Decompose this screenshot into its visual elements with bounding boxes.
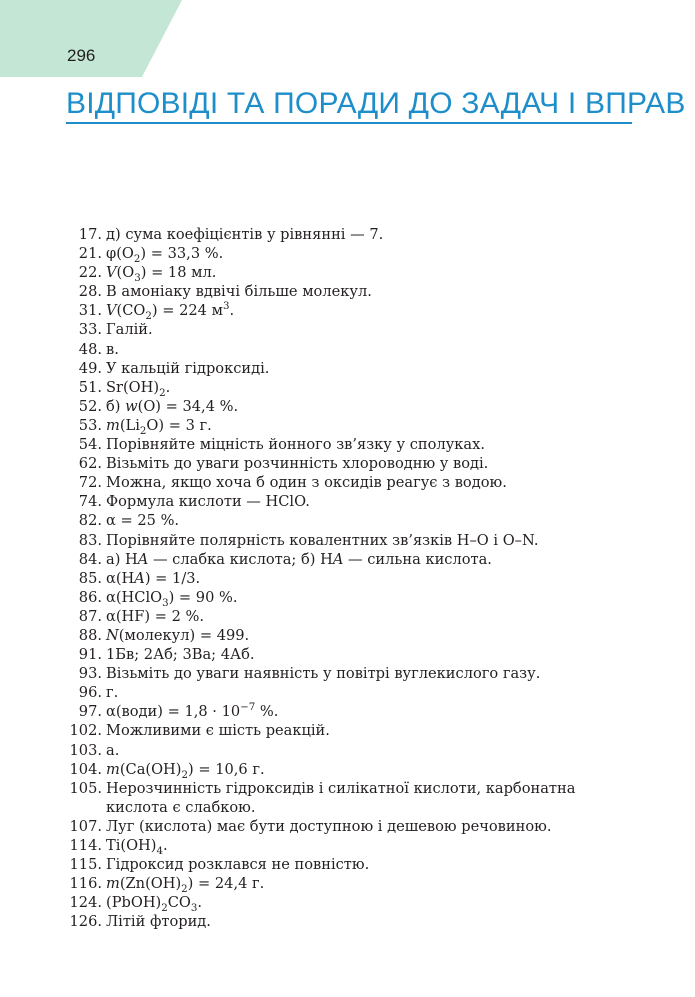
- answer-item: [66, 855, 646, 874]
- answer-item: [66, 779, 646, 817]
- answers-list: [66, 225, 646, 931]
- answer-item: [66, 531, 646, 550]
- answer-text: в.: [106, 340, 119, 358]
- answer-text: Візьміть до уваги розчинність хлороводню у воді.: [106, 455, 489, 473]
- answer-item: [66, 836, 646, 855]
- answer-number: 102.: [69, 722, 102, 740]
- answer-item: [66, 435, 646, 454]
- answer-item: [66, 588, 646, 607]
- answer-number: 52.: [78, 397, 102, 415]
- answer-text: г.: [106, 684, 119, 702]
- answer-text: $\varphi(O_2) = 33,3$ %.: [106, 245, 224, 265]
- answer-number: 103.: [69, 741, 102, 759]
- answer-text: α(HClO$_3$) = 90 %.: [106, 588, 238, 609]
- answer-item: [66, 626, 646, 645]
- answer-item: [66, 683, 646, 702]
- answer-text: $Sr(OH)_2$.: [106, 378, 171, 399]
- answer-number: 87.: [78, 607, 102, 625]
- answer-number: 84.: [78, 550, 102, 568]
- answer-number: 17.: [78, 226, 102, 243]
- answer-number: 85.: [78, 569, 102, 587]
- answer-number: 82.: [78, 512, 102, 530]
- answer-item: [66, 340, 646, 359]
- answer-text: Нерозчинність гідроксидів і силікатної кислоти, карбонатна кислота є слабкою.: [106, 779, 576, 816]
- answer-text: Можна, якщо хоча б один з оксидів реагує з водою.: [106, 474, 507, 492]
- answer-item: [66, 569, 646, 588]
- answer-number: 107.: [69, 817, 102, 835]
- answer-number: 116.: [69, 875, 102, 893]
- answer-item: [66, 320, 646, 339]
- answer-text: Порівняйте міцність йонного зв’язку у сполуках.: [106, 436, 485, 454]
- title-divider: [66, 122, 632, 124]
- answer-text: а.: [106, 741, 120, 759]
- answer-number: 88.: [78, 626, 102, 644]
- answer-text: Формула кислоти — HClO.: [106, 493, 310, 511]
- answer-text: α(води) = $1,8 \cdot 10^{-7}$ %.: [106, 702, 279, 721]
- answer-number: 104.: [69, 760, 102, 778]
- answer-number: 62.: [78, 455, 102, 473]
- answer-number: 54.: [78, 436, 102, 454]
- answer-item: [66, 893, 646, 915]
- answer-number: 96.: [78, 684, 102, 702]
- answer-item: [66, 511, 646, 530]
- answer-item: [66, 454, 646, 473]
- answer-text: $V(O_3) = 18$ мл.: [106, 264, 217, 285]
- answer-item: [66, 263, 646, 285]
- answer-text: Гідроксид розклався не повністю.: [106, 856, 370, 874]
- answer-item: [66, 550, 646, 569]
- answer-number: 31.: [78, 302, 102, 320]
- answer-item: [66, 817, 646, 836]
- answer-item: [66, 301, 646, 323]
- answer-text: $m(Li_2O) = 3$ г.: [106, 416, 212, 437]
- answer-item: [66, 760, 646, 779]
- answer-number: 72.: [78, 474, 102, 492]
- answer-number: 49.: [78, 359, 102, 377]
- answer-number: 124.: [69, 894, 102, 912]
- answer-number: 105.: [69, 779, 102, 797]
- answer-item: [66, 721, 646, 740]
- answer-text: Літій фторид.: [106, 913, 211, 931]
- answer-item: [66, 473, 646, 492]
- answer-text: $m(Ca(OH)_2) = 10,6$ г.: [106, 760, 265, 781]
- answer-text: Можливими є шість реакцій.: [106, 722, 330, 740]
- answer-item: [66, 664, 646, 683]
- answer-number: 97.: [78, 703, 102, 721]
- answer-text: а) HA — слабка кислота; б) HA — сильна кислота.: [106, 550, 492, 568]
- answer-item: [66, 225, 646, 244]
- answer-item: [66, 378, 646, 397]
- answer-item: [66, 397, 646, 416]
- answer-number: 21.: [78, 245, 102, 263]
- answer-item: [66, 359, 646, 378]
- answer-item: [66, 912, 646, 931]
- answer-number: 126.: [69, 913, 102, 931]
- section-title: ВІДПОВІДІ ТА ПОРАДИ ДО ЗАДАЧ І ВПРАВ: [66, 87, 686, 120]
- answer-text: $V(CO_2) = 224$ $м^3$.: [106, 301, 235, 323]
- answer-text: Луг (кислота) має бути доступною і дешевою речовиною.: [106, 817, 552, 835]
- answer-number: 33.: [78, 321, 102, 339]
- answer-text: 1Бв; 2Аб; 3Ва; 4Аб.: [106, 646, 255, 664]
- answer-number: 22.: [78, 264, 102, 282]
- answer-text: $(PbOH)_2CO_3$.: [106, 894, 203, 915]
- answer-text: Галій.: [106, 321, 153, 339]
- answer-text: д) сума коефіцієнтів у рівнянні — 7.: [106, 226, 384, 243]
- answer-number: 115.: [69, 856, 102, 874]
- answer-text: α(HA) = 1/3.: [106, 569, 201, 587]
- answer-number: 48.: [78, 340, 102, 358]
- answer-number: 114.: [69, 837, 102, 854]
- answer-text: α = 25 %.: [106, 512, 180, 530]
- answer-number: 93.: [78, 665, 102, 683]
- answer-number: 53.: [78, 416, 102, 434]
- answer-text: У кальцій гідроксиді.: [106, 359, 270, 377]
- answer-item: [66, 416, 646, 435]
- answer-text: Порівняйте полярність ковалентних зв’язків H–O і O–N.: [106, 531, 539, 549]
- answer-item: [66, 607, 646, 626]
- answer-text: б) w(O) = 34,4 %.: [106, 397, 239, 415]
- answer-item: [66, 741, 646, 760]
- answer-number: 91.: [78, 646, 102, 664]
- answer-number: 28.: [78, 283, 102, 301]
- answer-item: [66, 702, 646, 721]
- answer-item: [66, 874, 646, 896]
- answer-number: 74.: [78, 493, 102, 511]
- answer-text: $m(Zn(OH)_2) = 24,4$ г.: [106, 875, 265, 896]
- answer-text: N(молекул) = 499.: [106, 626, 250, 644]
- answer-item: [66, 282, 646, 301]
- answer-item: [66, 645, 646, 664]
- answer-number: 51.: [78, 378, 102, 396]
- answer-text: В амоніаку вдвічі більше молекул.: [106, 283, 372, 301]
- answer-text: $Ti(OH)_4$.: [106, 837, 168, 857]
- answer-item: [66, 492, 646, 511]
- answer-text: Візьміть до уваги наявність у повітрі вуглекислого газу.: [106, 665, 541, 683]
- answer-item: [66, 244, 646, 263]
- answer-number: 86.: [78, 588, 102, 606]
- answer-number: 83.: [78, 531, 102, 549]
- page-number: 296: [67, 46, 96, 65]
- answer-text: α(HF) = 2 %.: [106, 607, 205, 625]
